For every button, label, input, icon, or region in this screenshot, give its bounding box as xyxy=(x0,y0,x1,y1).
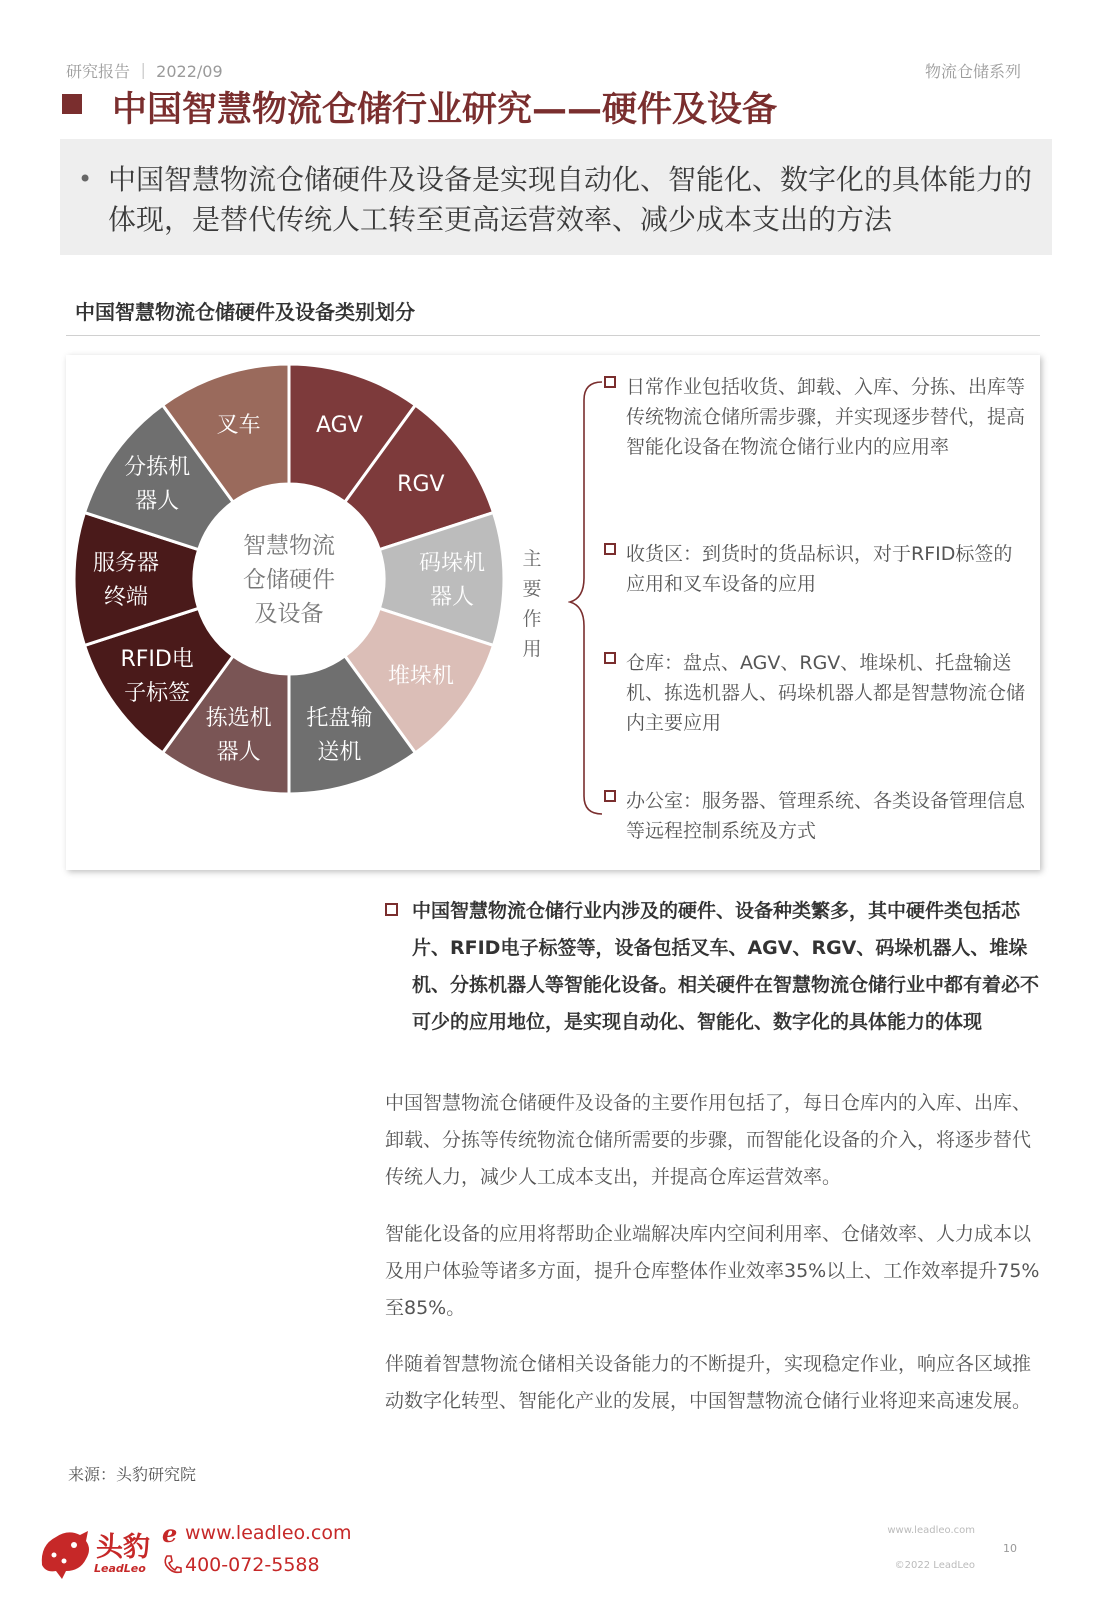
donut-segment-label: 码垛机器人 xyxy=(418,551,486,610)
page-title: 中国智慧物流仓储行业研究——硬件及设备 xyxy=(112,90,778,130)
body-paragraph: 智能化设备的应用将帮助企业端解决库内空间利用率、仓储效率、人力成本以及用户体验等诸多方面，提升仓库整体作业效率35%以上、工作效率提升75%至85%。 xyxy=(385,1223,1040,1319)
role-item xyxy=(626,539,1026,599)
donut-segment-label: 服务器终端 xyxy=(92,551,160,610)
donut-segment-label: 拣选机器人 xyxy=(205,706,272,766)
curly-brace xyxy=(568,378,608,818)
phone-icon xyxy=(162,1553,182,1575)
checkbox-icon xyxy=(604,790,616,802)
donut-center-label: 智慧物流仓储硬件及设备 xyxy=(243,533,335,627)
brand-name-en: LeadLeo xyxy=(94,1562,146,1575)
donut-segment-label: AGV xyxy=(315,412,363,438)
figure-title: 中国智慧物流仓储硬件及设备类别划分 xyxy=(75,300,415,324)
checkbox-icon xyxy=(385,903,398,916)
footer-copyright: ©2022 LeadLeo xyxy=(894,1560,975,1571)
role-text: 收货区：到货时的货品标识，对于RFID标签的应用和叉车设备的应用 xyxy=(626,543,1013,595)
checkbox-icon xyxy=(604,652,616,664)
source-note: 来源：头豹研究院 xyxy=(68,1465,197,1484)
vertical-label-char: 主 xyxy=(522,548,542,570)
web-icon xyxy=(160,1522,182,1546)
donut-segment-label: RGV xyxy=(397,472,445,498)
svg-text:e: e xyxy=(162,1522,178,1546)
donut-segment-label: 托盘输送机 xyxy=(306,706,373,766)
leopard-logo-icon xyxy=(36,1525,94,1581)
series-label: 物流仓储系列 xyxy=(924,62,1021,81)
checkbox-icon xyxy=(604,543,616,555)
donut-segment-label: 叉车 xyxy=(216,412,261,438)
vertical-label-char: 作 xyxy=(522,608,542,630)
report-header-label: 研究报告 ｜ 2022/09 xyxy=(66,62,223,81)
role-item xyxy=(626,786,1026,846)
brand-name-cn: 头豹 xyxy=(96,1532,150,1563)
donut-segment-label: 堆垛机 xyxy=(387,663,454,689)
role-text: 办公室：服务器、管理系统、各类设备管理信息等远程控制系统及方式 xyxy=(626,790,1026,842)
footer-small-url: www.leadleo.com xyxy=(887,1525,975,1536)
vertical-label-char: 要 xyxy=(522,578,542,600)
key-point-text: 中国智慧物流仓储行业内涉及的硬件、设备种类繁多，其中硬件类包括芯片、RFID电子标签等，设备包括叉车、AGV、RGV、码垛机器人、堆垛机、分拣机器人等智能化设备。相关硬件在智慧物流仓储行业中都有着必不可少的应用地位，是实现自动化、智能化、数字化的具体能力的体现 xyxy=(412,900,1040,1033)
role-item xyxy=(626,648,1026,738)
donut-segment-label: 分拣机器人 xyxy=(124,455,191,515)
phone-number: 400-072-5588 xyxy=(185,1554,320,1576)
main-role-vertical-label xyxy=(521,544,543,664)
body-paragraph: 伴随着智慧物流仓储相关设备能力的不断提升，实现稳定作业，响应各区域推动数字化转型、智能化产业的发展，中国智慧物流仓储行业将迎来高速发展。 xyxy=(385,1353,1032,1412)
body-paragraph: 中国智慧物流仓储硬件及设备的主要作用包括了，每日仓库内的入库、出库、卸载、分拣等传统物流仓储所需要的步骤，而智能化设备的介入，将逐步替代传统人力，减少人工成本支出，并提高仓库运营效率。 xyxy=(385,1092,1032,1188)
page-number: 10 xyxy=(1003,1542,1017,1555)
role-text: 仓库：盘点、AGV、RGV、堆垛机、托盘输送机、拣选机器人、码垛机器人都是智慧物流仓储内主要应用 xyxy=(626,652,1026,734)
checkbox-icon xyxy=(604,376,616,388)
role-item xyxy=(626,372,1026,462)
donut-segment-label: RFID电子标签 xyxy=(120,646,194,706)
role-text: 日常作业包括收货、卸载、入库、分拣、出库等传统物流仓储所需步骤，并实现逐步替代，提高智能化设备在物流仓储行业内的应用率 xyxy=(626,376,1026,458)
website-link[interactable]: www.leadleo.com xyxy=(185,1522,352,1544)
vertical-label-char: 用 xyxy=(522,638,542,660)
summary-text: 中国智慧物流仓储硬件及设备是实现自动化、智能化、数字化的具体能力的体现，是替代传统人工转至更高运营效率、减少成本支出的方法 xyxy=(108,163,1033,236)
summary-bullet: • xyxy=(78,165,93,193)
